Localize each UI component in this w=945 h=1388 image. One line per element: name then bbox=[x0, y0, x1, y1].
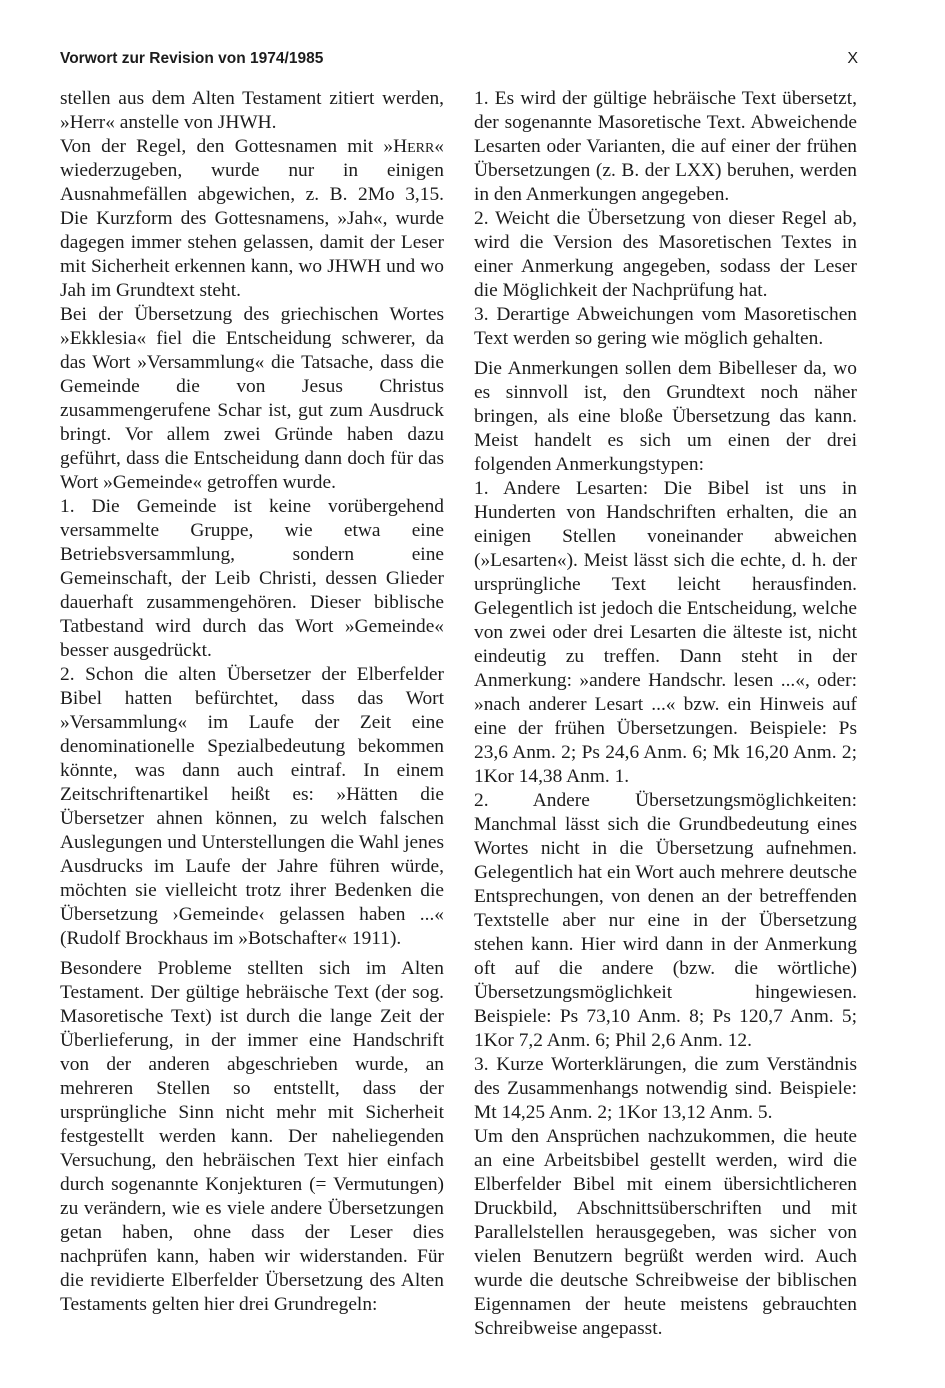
page-number: X bbox=[847, 50, 858, 67]
left-column bbox=[60, 87, 444, 1317]
paragraph: 1. Andere Lesarten: Die Bibel ist uns in Hunderten von Handschriften erhalten, die an einigen Stellen voneinander abweichen (»Lesarten«). Meist lässt sich die echte, d. h. der ursprüngliche Text leicht herausfinden. Gelegentlich ist jedoch die Entscheidung, welche von zwei oder drei Lesarten die älteste ist, nicht eindeutig zu treffen. Dann steht in der Anmerkung: »andere Handschr. lesen ...«, oder: »nach anderer Lesart ...« bzw. ein Hinweis auf eine der frühen Übersetzungen. Beispiele: Ps 23,6 Anm. 2; Ps 24,6 Anm. 6; Mk 16,20 Anm. 2; 1Kor 14,38 Anm. 1. bbox=[474, 478, 857, 787]
paragraph bbox=[60, 135, 444, 303]
running-head-title: Vorwort zur Revision von 1974/1985 bbox=[60, 50, 324, 67]
running-head bbox=[60, 46, 858, 72]
paragraph: 2. Weicht die Übersetzung von dieser Regel ab, wird die Version des Masoretischen Textes in einer Anmerkung angegeben, sodass der Leser die Möglichkeit der Nachprüfung hat. bbox=[474, 208, 857, 301]
right-column bbox=[474, 87, 857, 1341]
paragraph: stellen aus dem Alten Testament zitiert werden, »Herr« anstelle von JHWH. bbox=[60, 88, 444, 133]
small-caps-lord: Herr bbox=[393, 136, 435, 157]
text-run: Von der Regel, den Gottesnamen mit » bbox=[60, 136, 394, 157]
paragraph: Besondere Probleme stellten sich im Alten Testament. Der gültige hebräische Text (der sog. Masoretische Text) ist durch die lange Zeit der Überlieferung, in der immer eine Handschrift von der anderen abgeschrieben wurde, an mehreren Stellen so entstellt, dass der ursprüngliche Sinn nicht mehr mit Sicherheit festgestellt werden kann. Der naheliegenden Versuchung, den hebräischen Text hier einfach durch sogenannte Konjekturen (= Vermutungen) zu verändern, wie es viele andere Übersetzungen getan haben, ohne dass der Leser dies nachprüfen kann, haben wir widerstanden. Für die revidierte Elberfelder Übersetzung des Alten Testaments gelten hier drei Grundregeln: bbox=[60, 958, 444, 1315]
paragraph: 3. Kurze Worterklärungen, die zum Verständnis des Zusammenhangs notwendig sind. Beispiele: Mt 14,25 Anm. 2; 1Kor 13,12 Anm. 5. bbox=[474, 1054, 857, 1123]
paragraph: 1. Es wird der gültige hebräische Text übersetzt, der sogenannte Masoretische Text. Abweichende Lesarten oder Varianten, die auf einer der frühen Übersetzungen (z. B. der LXX) beruhen, werden in den Anmerkungen angegeben. bbox=[474, 88, 857, 205]
paragraph: 3. Derartige Abweichungen vom Masoretischen Text werden so gering wie möglich gehalten. bbox=[474, 304, 857, 349]
paragraph: 1. Die Gemeinde ist keine vorübergehend versammelte Gruppe, wie etwa eine Betriebsversammlung, sondern eine Gemeinschaft, der Leib Christi, dessen Glieder dauerhaft zusammengehören. Dieser biblische Tatbestand wird durch das Wort »Gemeinde« besser ausgedrückt. bbox=[60, 496, 444, 661]
paragraph: Die Anmerkungen sollen dem Bibelleser da, wo es sinnvoll ist, den Grundtext noch näher bringen, als eine bloße Übersetzung das kann. Meist handelt es sich um einen der drei folgenden Anmerkungstypen: bbox=[474, 358, 857, 475]
paragraph: 2. Andere Übersetzungsmöglichkeiten: Manchmal lässt sich die Grundbedeutung eines Wortes nicht in die Übersetzung aufnehmen. Gelegentlich hat ein Wort auch mehrere deutsche Entsprechungen, von denen an der betreffenden Textstelle aber nur eine in der Übersetzung stehen kann. Hier wird dann in der Anmerkung oft auf die andere (bzw. die wörtliche) Übersetzungsmöglichkeit hingewiesen. Beispiele: Ps 73,10 Anm. 8; Ps 120,7 Anm. 5; 1Kor 7,2 Anm. 6; Phil 2,6 Anm. 12. bbox=[474, 790, 857, 1051]
paragraph: 2. Schon die alten Übersetzer der Elberfelder Bibel hatten befürchtet, dass das Wort »Versammlung« im Laufe der Zeit eine denominationelle Spezialbedeutung bekommen könnte, was dann auch eintraf. In einem Zeitschriftenartikel heißt es: »Hätten die Übersetzer ahnen können, zu welch falschen Auslegungen und Unterstellungen die Wahl jenes Ausdrucks im Laufe der Jahre führen würde, möchten sie vielleicht trotz ihrer Bedenken die Übersetzung ›Gemeinde‹ gelassen haben ...« (Rudolf Brockhaus im »Botschafter« 1911). bbox=[60, 664, 444, 949]
text-run: « wiederzugeben, wurde nur in einigen Ausnahmefällen abgewichen, z. B. 2Mo 3,15. Die Kurzform des Gottesnamens, »Jah«, wurde dagegen immer stehen gelassen, damit der Leser mit Sicherheit erkennen kann, wo JHWH und wo Jah im Grundtext steht. bbox=[60, 136, 444, 301]
paragraph: Bei der Übersetzung des griechischen Wortes »Ekklesia« fiel die Entscheidung schwerer, da das Wort »Versammlung« die Tatsache, dass die Gemeinde die von Jesus Christus zusammengerufene Schar ist, gut zum Ausdruck bringt. Vor allem zwei Gründe haben dazu geführt, dass die Entscheidung dann doch für das Wort »Gemeinde« getroffen wurde. bbox=[60, 304, 444, 493]
paragraph: Um den Ansprüchen nachzukommen, die heute an eine Arbeitsbibel gestellt werden, wird die Elberfelder Bibel mit einem übersichtlicheren Druckbild, Abschnittsüberschriften und mit Parallelstellen herausgegeben, was sicher von vielen Benutzern begrüßt werden wird. Auch wurde die deutsche Schreibweise der biblischen Eigennamen der heute meistens gebrauchten Schreibweise angepasst. bbox=[474, 1126, 857, 1339]
